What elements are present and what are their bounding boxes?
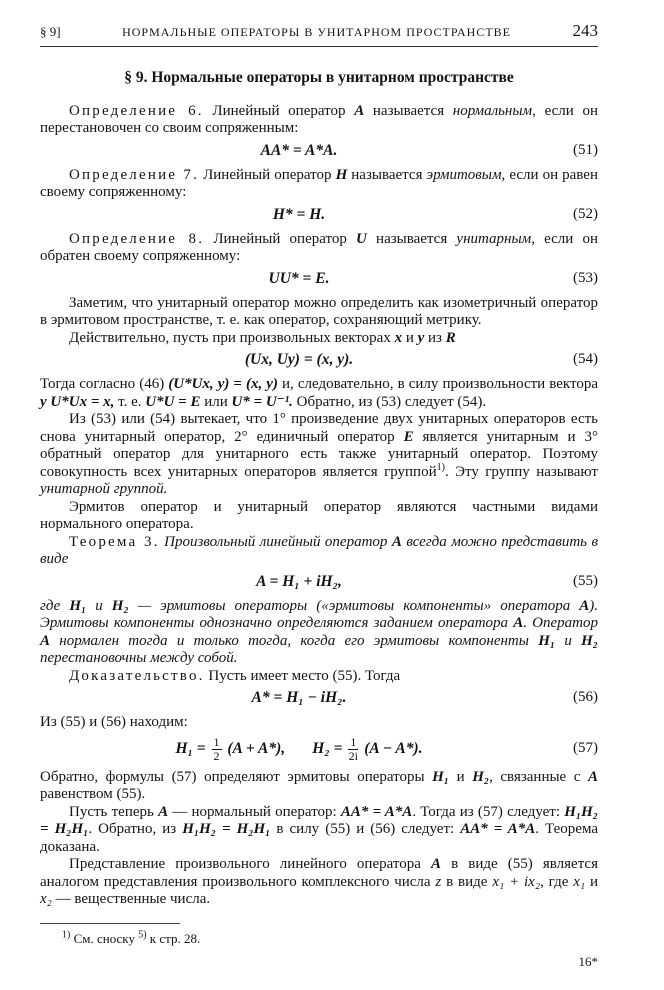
repr-b: в виде (55) является аналогом представления произвольного комплексного числа bbox=[40, 856, 598, 890]
theorem-A: A bbox=[391, 533, 402, 550]
paragraph-special-cases: Эрмитов оператор и унитарный оператор являются частными видами нормального оператора. bbox=[40, 498, 598, 532]
running-head bbox=[40, 22, 598, 47]
eq57-paren1: (A + A*), bbox=[227, 739, 286, 757]
section-heading: § 9. Нормальные операторы в унитарном пространстве bbox=[124, 69, 514, 86]
tc-a: где bbox=[40, 597, 70, 614]
tc-H2: H₂ bbox=[111, 597, 129, 614]
find-text: Из (55) и (56) находим: bbox=[40, 714, 188, 730]
then-e: Обратно, из (53) следует (54). bbox=[292, 393, 487, 410]
now-f2: H₁H₂ = H₂H₁ bbox=[40, 803, 599, 837]
equation-57-number: (57) bbox=[573, 740, 598, 757]
equation-51 bbox=[40, 141, 598, 161]
theorem-text-2: всегда можно представить в виде bbox=[40, 533, 598, 567]
equation-54 bbox=[40, 350, 598, 370]
footnote-rule bbox=[40, 923, 180, 924]
conv-b: и bbox=[449, 768, 473, 785]
now-f4: AA* = A*A bbox=[460, 821, 536, 837]
now-d: . Обратно, из bbox=[88, 821, 183, 837]
proof bbox=[40, 668, 598, 686]
conv-a: Обратно, формулы (57) определяют эрмитовы операторы bbox=[40, 768, 433, 785]
group-a: Из (53) или (54) вытекает, что 1° произведение двух унитарных операторов есть снова унитарный оператор, 2° единичный оператор bbox=[40, 411, 598, 445]
now-f1: AA* = A*A bbox=[340, 803, 413, 820]
repr-z: z bbox=[435, 873, 442, 890]
then-d: или bbox=[200, 393, 232, 410]
now-e: в силу (55) и (56) следует: bbox=[270, 821, 461, 837]
tc-f: нормален тогда и только тогда, когда его эрмитовы компоненты bbox=[50, 632, 539, 649]
equation-53-number: (53) bbox=[573, 269, 598, 286]
conv-H2: H₂ bbox=[472, 768, 490, 785]
indeed-y: y bbox=[417, 329, 425, 346]
equation-56-formula: A* = H₁ − iH₂. bbox=[251, 689, 347, 707]
footnote bbox=[40, 930, 598, 948]
repr-f: x₁ + ix₂ bbox=[492, 873, 541, 890]
footnote-b: к стр. 28. bbox=[146, 930, 201, 946]
eq57-paren2: (A − A*). bbox=[364, 739, 423, 757]
paragraph-representation bbox=[40, 856, 598, 909]
tc-H2b: H₂ bbox=[581, 632, 598, 649]
definition-8-text: Линейный оператор bbox=[204, 230, 357, 247]
equation-52 bbox=[40, 205, 598, 225]
now-a: Пусть теперь bbox=[69, 803, 159, 820]
tc-e: . Оператор bbox=[523, 615, 598, 631]
now-c: . Тогда из (57) следует: bbox=[412, 803, 565, 820]
now-A: A bbox=[158, 803, 169, 820]
conv-c: , связанные с bbox=[489, 768, 588, 785]
definition-6-text-c: если он перестановочен со своим сопряженным: bbox=[40, 102, 598, 136]
then-f2: U*Ux = x, bbox=[46, 393, 115, 410]
theorem-continuation bbox=[40, 598, 598, 668]
equation-54-formula: (Ux, Uy) = (x, y). bbox=[244, 351, 354, 369]
repr-g: — вещественные числа. bbox=[51, 891, 211, 907]
eq57-h1: H₁ = bbox=[175, 739, 206, 757]
equation-51-number: (51) bbox=[573, 141, 598, 158]
repr-a: Представление произвольного линейного оператора bbox=[69, 856, 431, 872]
equation-56 bbox=[40, 688, 598, 708]
footnote-mark: 1) bbox=[62, 929, 71, 941]
conv-d: равенством (55). bbox=[40, 786, 146, 802]
eq57-frac2-num: 1 bbox=[350, 734, 357, 749]
definition-7-term: эрмитовым, bbox=[426, 166, 506, 183]
definition-8-text-b: называется bbox=[366, 230, 457, 247]
then-b: и, следовательно, в силу произвольности вектора bbox=[277, 376, 598, 392]
group-b: является унитарным и 3° обратный оператор для унитарного есть также унитарный оператор. Поэтому совокупность всех унитарных операторов является группой bbox=[40, 428, 598, 480]
repr-x1: x₁ bbox=[573, 873, 586, 890]
footnote-a: См. сноску bbox=[70, 930, 139, 946]
eq57-h2: H₂ = bbox=[312, 739, 343, 757]
eq57-frac-2 bbox=[348, 736, 358, 763]
definition-6-text-b: называется bbox=[364, 102, 453, 119]
repr-A: A bbox=[431, 856, 442, 872]
now-f: . Теорема доказана. bbox=[40, 821, 599, 855]
then-f3: U*U = E bbox=[145, 393, 201, 410]
definition-6-symbol: A bbox=[354, 102, 365, 119]
repr-e: и bbox=[585, 873, 598, 890]
proof-text: Пусть имеет место (55). Тогда bbox=[204, 667, 401, 684]
indeed-and: и bbox=[402, 329, 418, 346]
definition-8-text-c: если он обратен своему сопряженному: bbox=[40, 230, 599, 264]
tc-A2: A bbox=[513, 615, 524, 631]
tc-H1: H₁ bbox=[69, 597, 87, 614]
indeed-x: x bbox=[394, 329, 403, 346]
then-y: y bbox=[40, 393, 47, 410]
footnote-ref: 5) bbox=[138, 929, 147, 941]
eq57-frac1-den: 2 bbox=[213, 748, 220, 763]
definition-8-term: унитарным, bbox=[456, 230, 535, 247]
equation-55-number: (55) bbox=[573, 572, 598, 589]
tc-H1b: H₁ bbox=[538, 632, 556, 649]
tc-g: и bbox=[555, 632, 582, 649]
equation-53 bbox=[40, 269, 598, 289]
proof-label: Доказательство. bbox=[69, 667, 205, 684]
repr-c: в виде bbox=[441, 873, 493, 890]
paragraph-indeed bbox=[40, 330, 598, 348]
indeed-text: Действительно, пусть при произвольных векторах bbox=[69, 329, 395, 346]
paragraph-conversely bbox=[40, 769, 598, 804]
tc-h: перестановочны между собой. bbox=[40, 650, 238, 666]
then-f1: (U*Ux, y) = (x, y) bbox=[168, 376, 278, 392]
now-f3: H₁H₂ = H₂H₁ bbox=[182, 821, 271, 837]
equation-52-formula: H* = H. bbox=[272, 205, 326, 223]
eq57-frac1-num: 1 bbox=[213, 734, 220, 749]
definition-7-text-c: если он равен своему сопряженному: bbox=[40, 166, 598, 200]
conv-A: A bbox=[587, 768, 598, 785]
now-b: — нормальный оператор: bbox=[168, 803, 341, 820]
theorem-label: Теорема 3. bbox=[69, 533, 160, 550]
definition-8 bbox=[40, 231, 598, 266]
definition-7-text-b: называется bbox=[347, 166, 427, 183]
definition-6-label: Определение 6. bbox=[69, 102, 204, 119]
page-number: 243 bbox=[572, 21, 598, 40]
theorem-3 bbox=[40, 534, 598, 569]
paragraph-normal-operator bbox=[40, 804, 598, 857]
tc-A3: A bbox=[40, 632, 51, 649]
paragraph-isometric: Заметим, что унитарный оператор можно определить как изометричный оператор в эрмитовом пространстве, т. е. как оператор, сохраняющий метрику. bbox=[40, 294, 598, 328]
tc-c: — эрмитовы операторы («эрмитовы компоненты» оператора bbox=[128, 597, 580, 614]
then-a: Тогда согласно (46) bbox=[40, 376, 169, 392]
equation-51-formula: AA* = A*A. bbox=[260, 141, 338, 159]
group-term: унитарной группой. bbox=[40, 481, 168, 497]
paragraph-then bbox=[40, 376, 598, 411]
definition-7-text: Линейный оператор bbox=[199, 166, 336, 183]
equation-52-number: (52) bbox=[573, 205, 598, 222]
eq57-frac-1 bbox=[212, 736, 222, 763]
equation-54-number: (54) bbox=[573, 351, 598, 368]
indeed-from: из bbox=[424, 329, 446, 346]
printer-signature: 16* bbox=[578, 954, 598, 969]
eq57-frac2-den: 2i bbox=[348, 748, 358, 763]
theorem-text: Произвольный линейный оператор bbox=[159, 533, 392, 550]
definition-7-label: Определение 7. bbox=[69, 166, 200, 183]
equation-55 bbox=[40, 572, 598, 592]
equation-57 bbox=[40, 736, 598, 763]
then-c: т. е. bbox=[114, 393, 146, 410]
indeed-R: R bbox=[445, 329, 456, 346]
tc-A1: A bbox=[579, 597, 590, 614]
equation-57-formula bbox=[40, 736, 558, 763]
group-c: . Эту группу называют bbox=[444, 463, 598, 480]
definition-8-label: Определение 8. bbox=[69, 230, 205, 247]
running-head-section: § 9] bbox=[40, 24, 61, 39]
definition-6 bbox=[40, 103, 598, 138]
group-E: E bbox=[403, 428, 414, 445]
equation-56-number: (56) bbox=[573, 689, 598, 706]
conv-H1: H₁ bbox=[432, 768, 450, 785]
definition-6-text: Линейный оператор bbox=[203, 102, 355, 119]
definition-7 bbox=[40, 167, 598, 202]
running-head-title: НОРМАЛЬНЫЕ ОПЕРАТОРЫ В УНИТАРНОМ ПРОСТРАНСТВЕ bbox=[122, 25, 511, 39]
equation-55-formula: A = H₁ + iH₂, bbox=[256, 572, 342, 590]
tc-d: ). Эрмитовы компоненты однозначно определяются заданием оператора bbox=[40, 597, 598, 631]
repr-d: , где bbox=[540, 873, 574, 890]
definition-6-term: нормальным, bbox=[452, 102, 536, 119]
paragraph-group bbox=[40, 411, 598, 499]
tc-b: и bbox=[86, 597, 112, 614]
then-f4: U* = U⁻¹. bbox=[231, 393, 293, 410]
definition-8-symbol: U bbox=[356, 230, 367, 247]
repr-x2: x₂ bbox=[40, 891, 52, 907]
definition-7-symbol: H bbox=[335, 166, 348, 183]
equation-53-formula: UU* = E. bbox=[268, 269, 330, 287]
footnote-marker: 1) bbox=[436, 461, 445, 473]
page bbox=[40, 22, 598, 971]
